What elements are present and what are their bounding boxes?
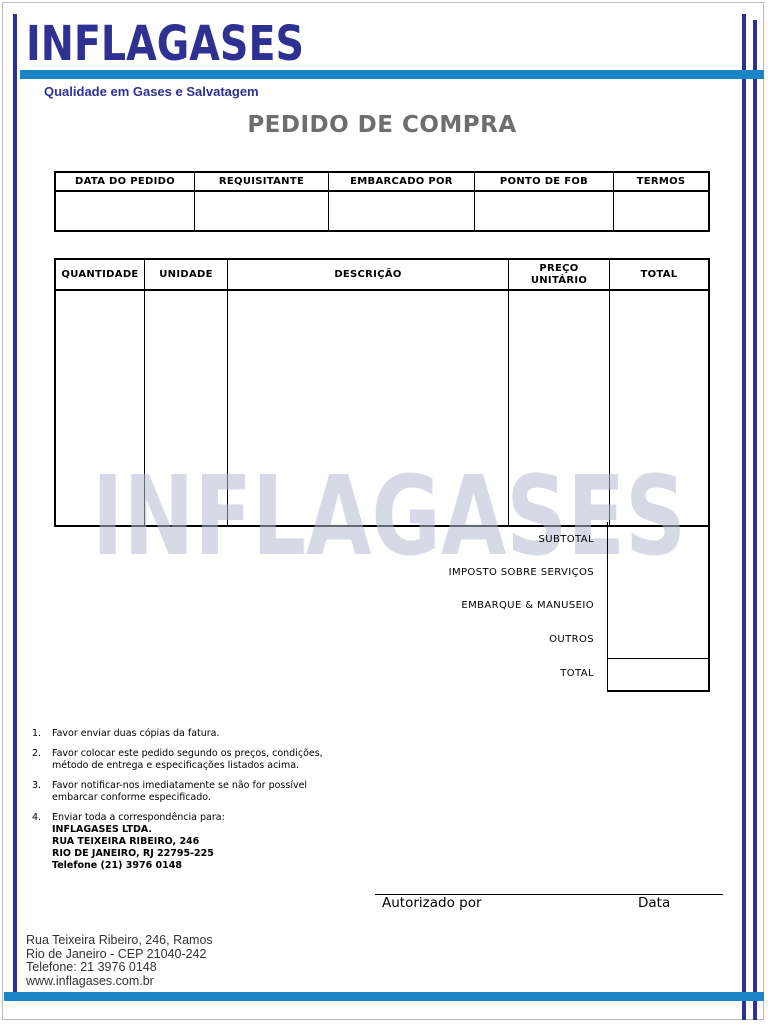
watermark-text: INFLAGASES [92,452,686,580]
footer-contact [26,934,213,988]
list-item [32,812,352,872]
footer-address-line: Rua Teixeira Ribeiro, 246, Ramos [26,933,213,947]
note-number: 4. [32,812,42,823]
footer-phone-line: Telefone: 21 3976 0148 [26,960,157,975]
note-number: 2. [32,748,42,759]
page-title: PEDIDO DE COMPRA [247,112,517,138]
address-street: RUA TEIXEIRA RIBEIRO, 246 [52,836,200,847]
order-info-row [55,191,709,231]
requester-cell[interactable] [195,191,329,231]
order-date-cell[interactable] [55,191,195,231]
list-item [32,748,352,772]
company-logo-image [26,16,306,72]
left-border-line [13,14,17,1000]
address-phone: Telefone (21) 3976 0148 [52,860,182,871]
right-border-line-outer [742,14,746,1020]
footer-bar [4,992,764,1001]
instructions-list [32,728,352,880]
authorized-by-label: Autorizado por [382,895,482,911]
shipped-by-header: EMBARCADO POR [329,172,475,191]
right-border-line-inner [753,20,757,1020]
items-header-row [55,259,709,290]
footer-city-line: Rio de Janeiro - CEP 21040-242 [26,946,207,961]
address-company: INFLAGASES LTDA. [52,824,152,835]
totals-column [607,522,710,659]
quantity-header: QUANTIDADE [55,259,145,290]
grand-total-label: TOTAL [560,668,594,679]
note-number: 1. [32,728,42,739]
address-city: RIO DE JANEIRO, RJ 22795-225 [52,848,214,859]
note-text: Favor colocar este pedido segundo os preços, condições, método de entrega e especificações listados acima. [52,748,323,771]
description-header: DESCRIÇÃO [228,259,509,290]
order-date-header: DATA DO PEDIDO [55,172,195,191]
order-info-table [54,171,710,232]
fob-point-cell[interactable] [475,191,614,231]
company-logo [26,16,306,72]
shipped-by-cell[interactable] [329,191,475,231]
terms-header: TERMOS [614,172,710,191]
unit-price-header: PREÇO UNITÁRIO [509,259,610,290]
terms-cell[interactable] [614,191,710,231]
other-label: OUTROS [549,634,594,645]
fob-point-header: PONTO DE FOB [475,172,614,191]
note-text: Favor notificar-nos imediatamente se não for possível embarcar conforme especificado. [52,780,308,803]
subtotal-label: SUBTOTAL [538,534,594,545]
shipping-handling-label: EMBARQUE & MANUSEIO [461,600,594,611]
note-text-intro: Enviar toda a correspondência para: [52,812,225,823]
note-text [52,812,352,872]
note-text: Favor enviar duas cópias da fatura. [52,728,220,739]
note-number: 3. [32,780,42,791]
service-tax-label: IMPOSTO SOBRE SERVIÇOS [448,567,594,578]
total-header: TOTAL [610,259,710,290]
requester-header: REQUISITANTE [195,172,329,191]
list-item [32,728,352,740]
grand-total-box[interactable] [607,658,710,692]
company-tagline: Qualidade em Gases e Salvatagem [44,84,259,99]
list-item [32,780,352,804]
date-label: Data [638,895,671,911]
unit-header: UNIDADE [145,259,228,290]
footer-website-link[interactable]: www.inflagases.com.br [26,973,154,988]
logo-text: INFLAGASES [26,16,304,72]
order-info-header-row [55,172,709,191]
